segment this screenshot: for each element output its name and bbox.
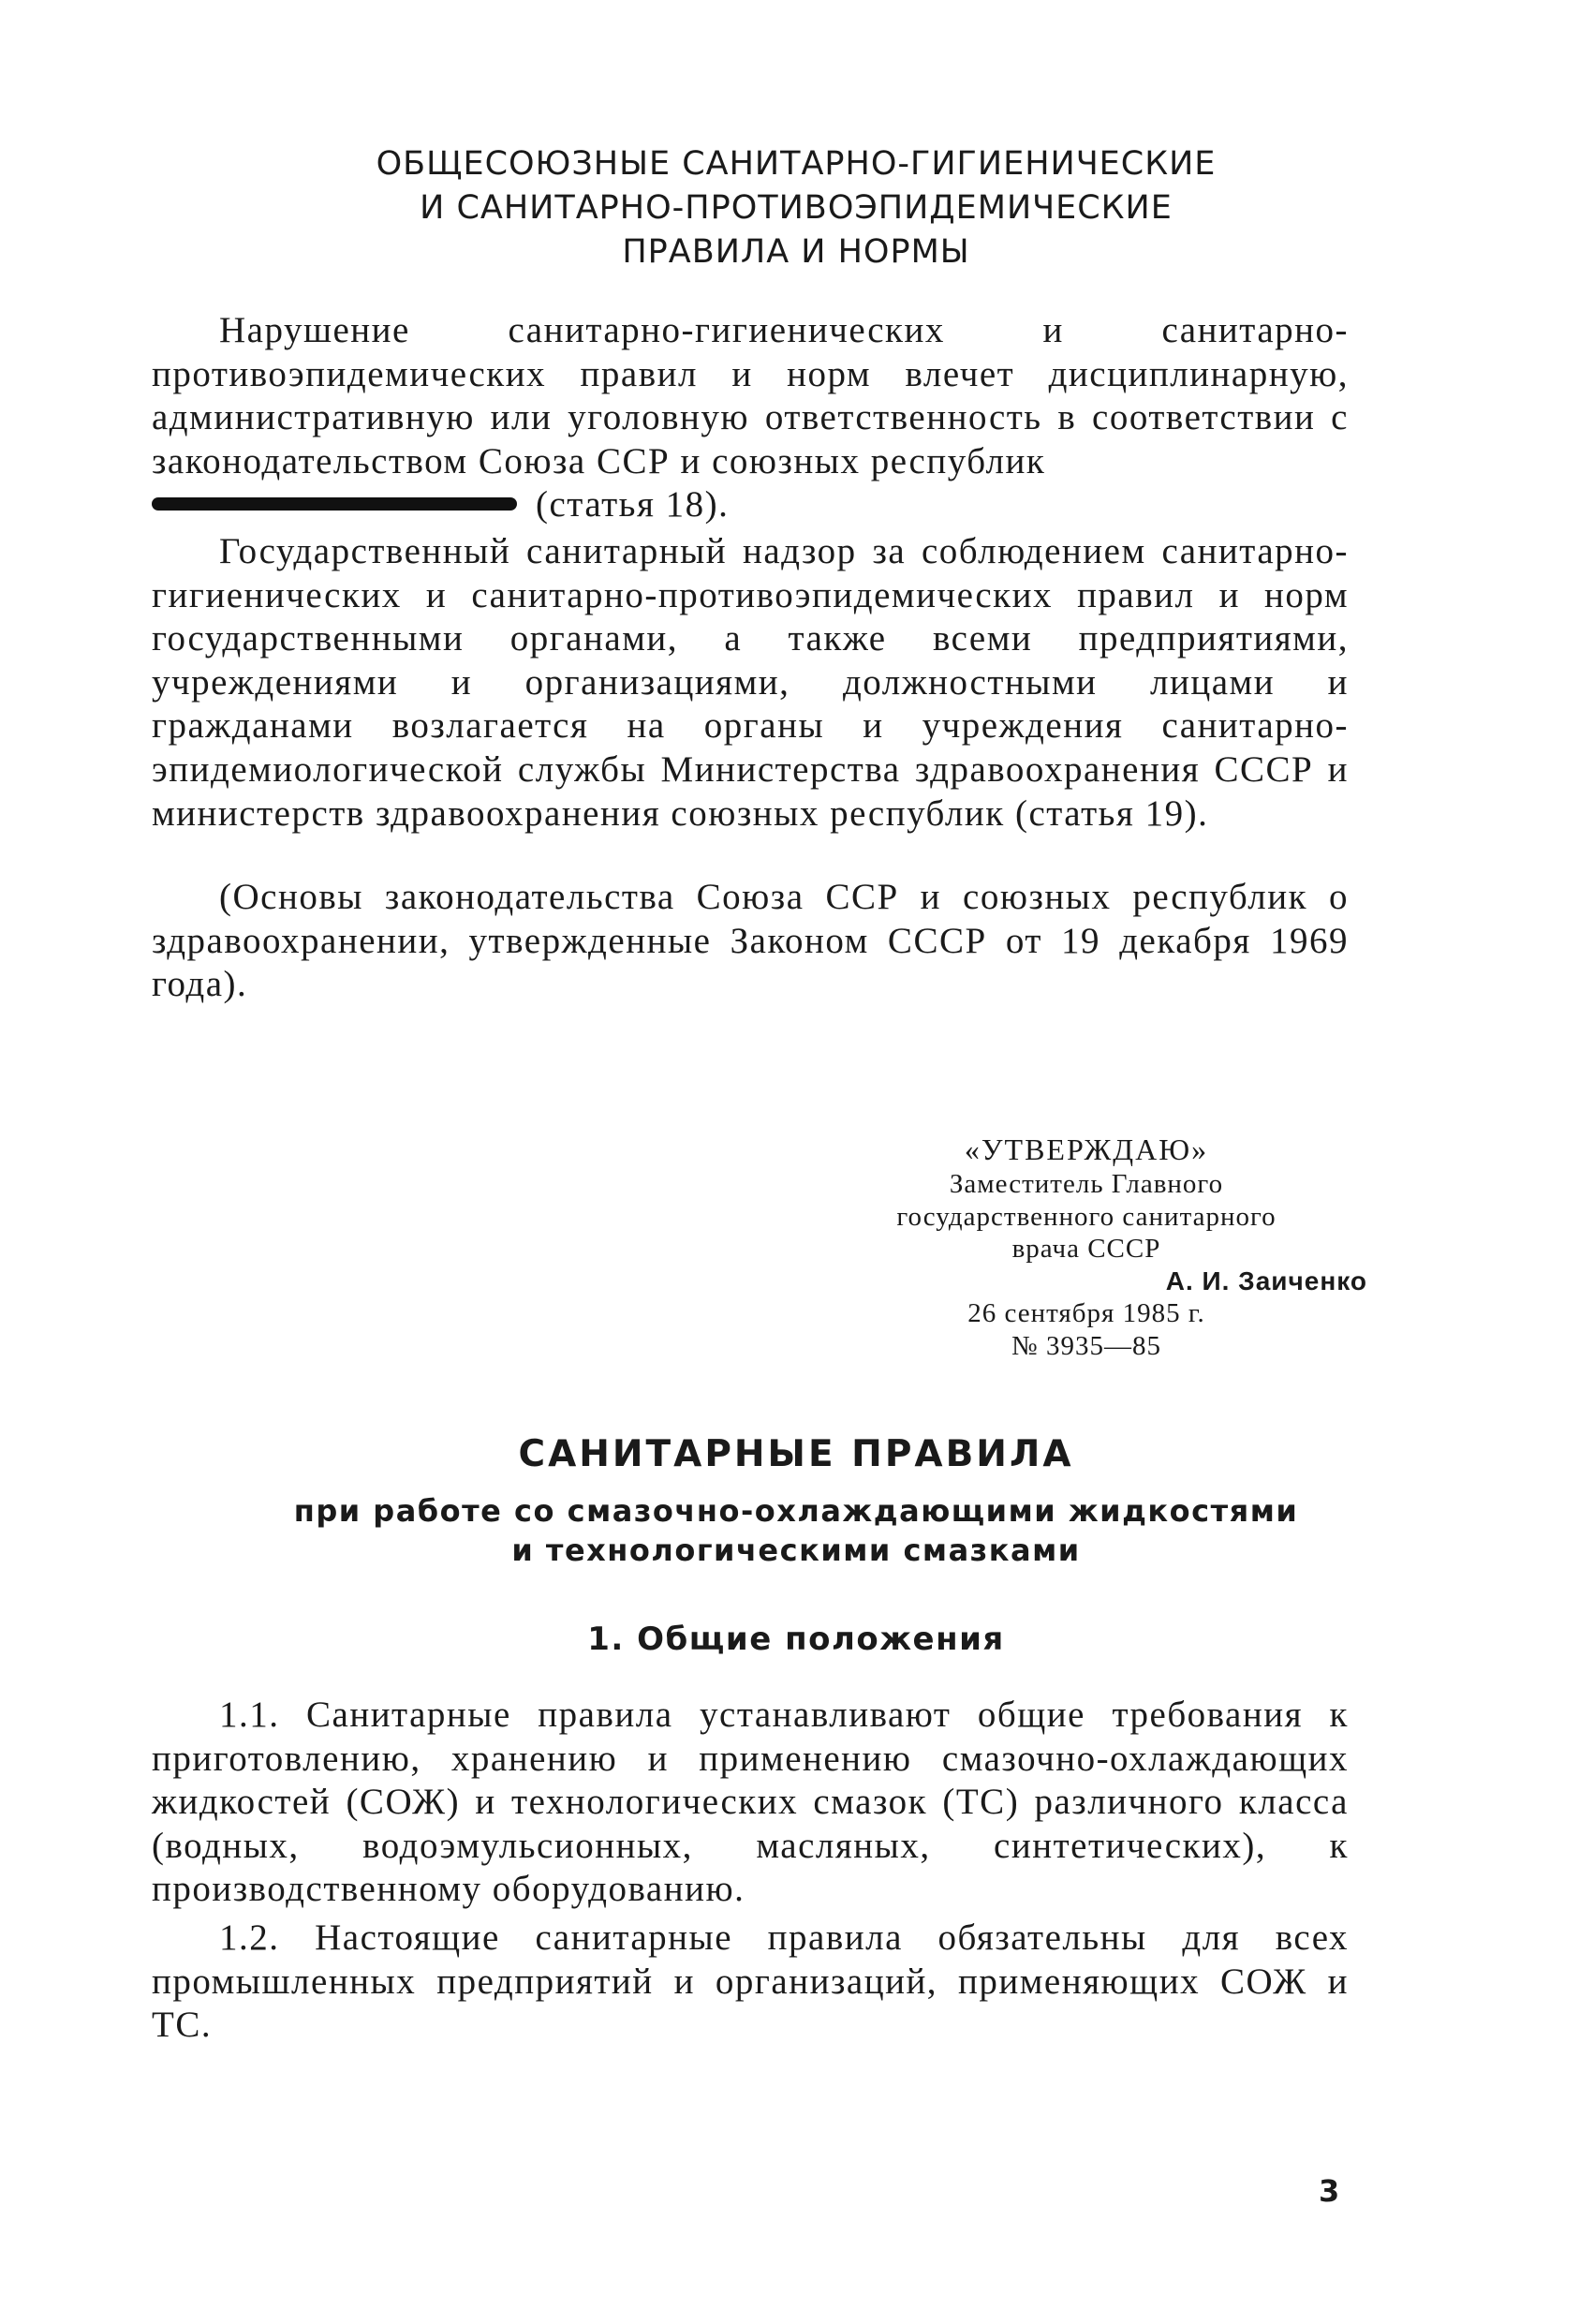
intro-paragraph-2: [152, 530, 1349, 836]
approval-date: 26 сентября 1985 г.: [967, 1298, 1205, 1328]
approval-block: [805, 1131, 1367, 1362]
intro-article-ref: (статья 18).: [536, 484, 730, 525]
rules-title: САНИТАРНЫЕ ПРАВИЛА: [518, 1433, 1074, 1475]
header-title-line: И САНИТАРНО-ПРОТИВОЭПИДЕМИЧЕСКИЕ: [420, 189, 1173, 227]
intro-text: Государственный санитарный надзор за соблюдением санитарно-гигиенических и санитарно-противоэпидемических правил и норм государственными органами, а также всеми предприятиями, учреждениями и организациями, должностными лицами и гражданами возлагается на органы и учреждения санитарно-эпидемиологической службы Министерства здравоохранения СССР и министерств здравоохранения союзных республик (статья 19).: [152, 531, 1349, 834]
intro-paragraph-1: [152, 309, 1349, 527]
clause-1-1: [152, 1694, 1349, 1912]
redaction-mark: [152, 497, 517, 511]
rules-subtitle: [225, 1491, 1367, 1570]
intro-text: Нарушение санитарно-гигиенических и санитарно-противоэпидемических правил и норм влечет дисциплинарную, административную или уголовную ответственность в соответствии с законодательством Союза ССР и союзных республик: [152, 310, 1349, 481]
rules-subtitle-line: при работе со смазочно-охлаждающими жидкостями: [293, 1493, 1299, 1529]
approval-position-line: врача СССР: [1011, 1234, 1161, 1264]
rules-subtitle-line: и технологическими смазками: [511, 1532, 1081, 1568]
approval-number: № 3935—85: [1011, 1330, 1161, 1361]
approval-heading: «УТВЕРЖДАЮ»: [964, 1132, 1209, 1166]
clause-text: 1.2. Настоящие санитарные правила обязательны для всех промышленных предприятий и организаций, применяющих СОЖ и ТС.: [152, 1917, 1349, 2046]
approval-position-line: Заместитель Главного: [949, 1169, 1224, 1199]
approval-signer: А. И. Заиченко: [1165, 1266, 1367, 1295]
intro-paragraph-3: [152, 876, 1349, 1007]
page-number: 3: [1319, 2173, 1340, 2209]
header-title-line: ОБЩЕСОЮЗНЫЕ САНИТАРНО-ГИГИЕНИЧЕСКИЕ: [376, 145, 1217, 183]
approval-position-line: государственного санитарного: [896, 1201, 1277, 1232]
header-title-line: ПРАВИЛА И НОРМЫ: [622, 233, 970, 271]
header-title: [281, 142, 1311, 274]
section-heading: 1. Общие положения: [587, 1621, 1005, 1658]
clause-1-2: [152, 1917, 1349, 2048]
intro-text: (Основы законодательства Союза ССР и союзных республик о здравоохранении, утвержденные Законом СССР от 19 декабря 1969 года).: [152, 877, 1349, 1005]
clause-text: 1.1. Санитарные правила устанавливают общие требования к приготовлению, хранению и применению смазочно-охлаждающих жидкостей (СОЖ) и технологических смазок (ТС) различного класса (водных, водоэмульсионных, масляных, синтетических), к производственному оборудованию.: [152, 1695, 1349, 1910]
